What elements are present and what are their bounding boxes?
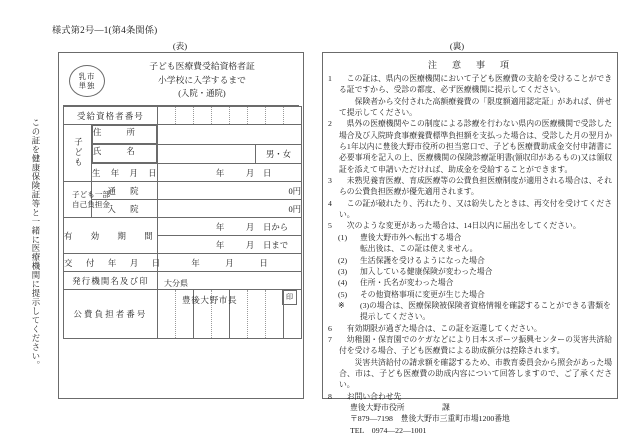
note-subitem-label: (5) <box>338 289 348 299</box>
stamp-line-1: 乳市 <box>78 71 96 81</box>
valid-from-month: 月 <box>245 222 255 232</box>
issue-date-field[interactable] <box>158 254 302 272</box>
note-item <box>328 118 612 175</box>
note-subitem-text: 豊後大野市外へ転出する場合 <box>360 232 462 242</box>
birthdate-day: 日 <box>263 168 272 178</box>
front-card-inner <box>63 57 299 394</box>
note-number: 5 <box>328 221 332 231</box>
gender-field[interactable]: 男・女 <box>256 144 302 164</box>
note-subitem-label: (3) <box>338 266 348 276</box>
back-card <box>322 52 618 435</box>
note-body <box>339 198 612 221</box>
valid-to-year: 年 <box>215 240 225 250</box>
note-subitem-label: (2) <box>338 255 348 265</box>
note-number: 3 <box>328 176 332 186</box>
name-field[interactable] <box>158 144 256 164</box>
note-number: 1 <box>328 74 332 83</box>
note-subitem-label: (4) <box>338 278 348 288</box>
birthdate-field[interactable] <box>158 164 302 182</box>
address-field[interactable] <box>158 125 302 145</box>
outpatient-label: 通 院 <box>92 182 158 200</box>
note-number: 2 <box>328 119 332 129</box>
note-subitem-text: 加入している健康保険が変わった場合 <box>360 266 493 276</box>
card-scope: (入院・通院) <box>178 89 226 98</box>
valid-from-year: 年 <box>215 222 225 232</box>
address-label-text: 住 所 <box>93 128 135 137</box>
note-item <box>328 391 612 402</box>
copay-label-line-2: 自己負担金 <box>72 199 110 209</box>
valid-from-day: 日から <box>263 222 289 232</box>
card-title: 子ども医療費受給資格者証 <box>149 61 255 71</box>
front-card <box>58 52 304 399</box>
inpatient-label: 入 院 <box>92 200 158 218</box>
note-body <box>339 73 612 118</box>
stamp-line-2: 単独 <box>78 81 96 90</box>
note-paragraph: 未熟児養育医療、育成医療等の公費負担医療制度が適用される場合は、それらの公費負担医療が優先適用されます。 <box>339 176 612 197</box>
table-row <box>64 218 302 236</box>
issue-date-run <box>158 257 301 269</box>
birthdate-year: 年 <box>215 168 225 178</box>
note-number: 8 <box>328 391 332 401</box>
contact-telephone: TEL 0974―22―1001 <box>350 425 427 435</box>
valid-to-day: 日まで <box>263 240 289 250</box>
child-section-label: 子ども <box>64 125 92 182</box>
back-side-caption: (裏) <box>449 41 465 51</box>
note-body <box>339 220 612 231</box>
note-subitem <box>328 255 612 266</box>
notes-list <box>328 73 612 436</box>
name-label <box>92 144 157 163</box>
table-row <box>64 107 302 125</box>
copay-label-line-1: 子ども一部 <box>72 189 110 199</box>
note-item <box>328 198 612 221</box>
note-subitem <box>328 300 612 323</box>
notes-title: 注 意 事 項 <box>427 60 512 70</box>
note-subitem <box>328 266 612 277</box>
recipient-number-grid <box>158 107 301 124</box>
inpatient-value[interactable]: 0円 <box>158 200 302 218</box>
note-paragraph: 災害共済給付の請求額を確認するため、市教育委員会から照会があった場合、市は、子ども医療費の助成内容について回答しますので、ご了承ください。 <box>339 357 612 390</box>
issuer-prefecture: 大分県 <box>164 279 188 288</box>
contact-division: 課 <box>442 402 450 412</box>
issue-date-month: 月 <box>225 258 234 268</box>
note-paragraph: 保険者から交付された高額療養費の「限度額適用認定証」があれば、併せて提示してください。 <box>339 96 612 118</box>
valid-from-date-run <box>158 221 301 233</box>
note-number: 7 <box>328 334 332 344</box>
note-subitem-text: 生活保護を受けるようになった場合 <box>360 255 485 265</box>
valid-from-field[interactable] <box>158 218 302 236</box>
recipient-number-label: 受給資格者番号 <box>64 107 158 125</box>
note-body <box>339 323 612 334</box>
issue-date-year: 年 <box>191 258 200 268</box>
note-subitem-extra: 転出後は、この証は使えません。 <box>360 244 478 254</box>
note-paragraph: 幼稚園・保育園でのケガなどにより日本スポーツ振興センターの災害共済給付を受ける場合、子ども医療費による助成額分は控除されます。 <box>339 334 612 356</box>
issue-date-label: 交 付 年 月 日 <box>64 254 158 272</box>
note-subitem <box>328 289 612 300</box>
note-subitem-label: (1) <box>338 232 348 242</box>
note-subitem-label: ※ <box>338 300 345 310</box>
issue-date-day: 日 <box>259 258 268 268</box>
name-label-text: 氏 名 <box>93 147 135 156</box>
payer-number-label: 公費負担者番号 <box>64 290 158 339</box>
note-paragraph: 有効期限が過ぎた場合は、この証を返還してください。 <box>346 323 542 333</box>
issuer-label: 発行機関名及び印 <box>64 272 158 290</box>
note-subitem-text: (3)の場合は、医療保険被保険者資格情報を確認することができる書類を提示してください。 <box>360 300 611 322</box>
issuer-field[interactable] <box>158 272 302 305</box>
table-row <box>64 125 302 145</box>
table-row <box>64 164 302 182</box>
outpatient-value[interactable]: 0円 <box>158 182 302 200</box>
table-row <box>64 144 302 164</box>
note-number: 4 <box>328 198 332 208</box>
note-body <box>339 118 612 175</box>
note-body <box>339 175 612 198</box>
birthdate-label: 生 年 月 日 <box>92 164 158 182</box>
front-form-table <box>63 106 302 339</box>
vertical-instruction-note: この証を健康保険証等と一緒に医療機関に提示してください。 <box>31 118 40 370</box>
copay-section-label <box>64 182 110 218</box>
note-item <box>328 175 612 198</box>
note-item <box>328 323 612 334</box>
note-paragraph: 次のような変更があった場合は、14日以内に届出をしてください。 <box>346 221 581 231</box>
valid-to-month: 月 <box>245 240 255 250</box>
note-subitem-text: 住所・氏名が変わった場合 <box>360 278 454 288</box>
contact-office-line <box>328 402 612 413</box>
note-item <box>328 220 612 231</box>
issuer-name: 豊後大野市長 <box>182 295 238 305</box>
valid-to-date-run <box>158 239 301 251</box>
valid-period-label: 有 効 期 間 <box>64 218 158 254</box>
card-header <box>63 57 299 106</box>
table-row <box>64 272 302 290</box>
recipient-number-field[interactable] <box>158 107 302 125</box>
front-side-caption: (表) <box>172 41 188 51</box>
note-paragraph: お問い合わせ先 <box>346 391 402 401</box>
note-body <box>339 334 612 391</box>
note-subitem <box>328 277 612 288</box>
birthdate-date-run <box>158 167 301 179</box>
note-item <box>328 73 612 118</box>
note-body <box>339 391 612 402</box>
card-title-block <box>109 59 295 101</box>
note-number: 6 <box>328 323 332 333</box>
contact-office-name: 豊後大野市役所 <box>350 402 405 412</box>
birthdate-month: 月 <box>245 168 255 178</box>
note-subitem <box>328 232 612 243</box>
note-paragraph: この証が破れたり、汚れたり、又は紛失したときは、再交付を受けてください。 <box>339 198 612 220</box>
form-number: 様式第2号―1(第4条関係) <box>52 25 158 35</box>
address-label <box>92 125 157 144</box>
card-subtitle: 小学校に入学するまで <box>158 75 246 85</box>
category-stamp-icon <box>69 65 105 97</box>
contact-postal-address: 〒879―7198 豊後大野市三重町市場1200番地 <box>350 414 510 424</box>
note-paragraph: 県外の医療機関やこの制度による診療を行わない県内の医療機関で受診した場合及び入院時食事療養費標準負担額を支払った場合は、受診した月の翌月から1年以内に豊後大野市役所の担当窓口で、子ども医療費助成金交付申請書に必要事項を記入の上、医療機関の保険診療証明書(領収印があるもの)又は領収証を添えて申請いただければ、助成金を受給することができます。 <box>339 119 612 174</box>
valid-to-field[interactable] <box>158 236 302 254</box>
table-row <box>64 254 302 272</box>
table-row <box>64 182 302 200</box>
note-item <box>328 334 612 391</box>
seal-icon: 印 <box>282 290 297 305</box>
note-paragraph: この証は、県内の医療機関において子ども医療費の支給を受けることができる証ですから、受診の都度、必ず医療機関に提示してください。 <box>339 74 612 95</box>
note-subitem-text: その他資格事項に変更が生じた場合 <box>360 289 485 299</box>
